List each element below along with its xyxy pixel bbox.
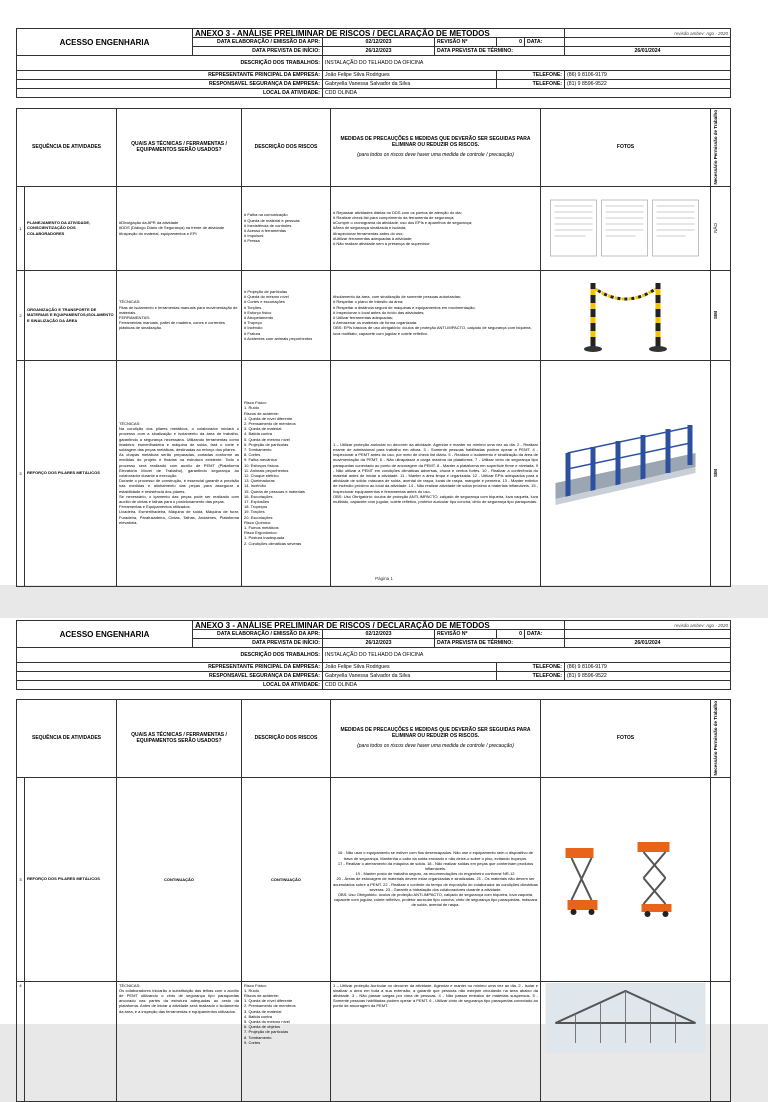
location-value: CDD OLINDA [323, 89, 731, 98]
document-title: ANEXO 3 - ANÁLISE PRELIMINAR DE RISCOS / DECLARAÇÃO DE METODOS [193, 29, 565, 38]
date-value: 02/12/2023 [323, 630, 435, 639]
company-name: ACESSO ENGENHARIA [17, 621, 193, 648]
risks-cell: # Falha na comunicação # Queda de material e pessoas # Inexistência de controles # Acesso a ferramentas # Impulsos # Pressa [242, 186, 331, 270]
col-header-seq: SEQUÊNCIA DE ATIVIDADES [17, 109, 117, 187]
techniques-cell: TÉCNICAS: Na condição dos pilares metálicos, o colaborador iniciará o processo com a sinalização e isolamento da área de trabalho, garantindo a segurança necessária. Utilizando ferramentas como lixadeira, esmerilhadeira e máquina de solda, fará o corte e soldagem das peças metálicas, destinadas ao reforço dos pilares. As chapas metálicas serão preparadas, cortadas conforme as medidas do projeto e fixadas na estrutura existente. Todo o processo será realizado com auxílio de PEMT (Plataforma Elevatória Móvel de Trabalho), garantindo segurança ao colaborador durante a execução. Durante o processo de construção, é essencial garantir a precisão nas medidas e alinhamento das peças para assegurar a estabilidade e resistência dos pilares. Se necessário, o içamento das peças pode ser realizado com auxílio de cintas e talhas para o posicionamento das peças. Ferramentas e Equipamentos utilizados: Lixadeira, Esmerilhadeira, Máquina de solda, Máquina de furar, Furadeira, Parafusadeira, Cintas, Talhas, Andaimes, Plataforma elevatória. [117, 360, 242, 586]
measures-cell: 1 – Utilizar proteção Auricular no decorrer da atividade. Agendar e manter no mínimo uma vez ao dia. 2 - Isolar e sinalizar a área em toda a sua extensão, a garantir que pessoas não estejam circulando na área abaixo da atividade. 3 - Não passar cargas por cima de pessoas. 4 - Não passar embaixo de materiais suspensos. 5 - Somente pessoas habilitadas podem operar a PEMT. 6 - Utilizar cinto de segurança tipo paraquedas conectado ao ponto de ancoragem da PEMT. [331, 981, 541, 1101]
revision-value: 0 [497, 630, 525, 639]
activity-cell [25, 981, 117, 1101]
col-header-techniques: QUAIS AS TÉCNICAS / FERRAMENTAS / EQUIPAMENTOS SERÃO USADOS? [117, 700, 242, 778]
row-number: 2 [17, 270, 25, 360]
risk-analysis-table [16, 108, 731, 587]
phone-label: TELEFONE: [497, 71, 565, 80]
col-header-measures: MEDIDAS DE PRECAUÇÕES E MEDIDAS QUE DEVERÃO SER SEGUIDAS PARA ELIMINAR OU REDUZIR OS RISCOS. (para todos os riscos deve haver uma medida de controle / precaução) [331, 700, 541, 778]
measures-cell: 1 – Utilizar proteção auricular no decorrer da atividade. Agendar e manter no mínimo uma vez ao dia. 2 - Realizar exame de admissional para trabalho em altura. 3 - Somente pessoas habilitadas podem operar a PEMT. 4 - Inspecionar a PEMT antes do uso, por meio de check list diário. 5 - Realizar o isolamento e sinalização da área de movimentação da PEMT. 6 - Não ultrapassar a carga máxima da plataforma. 7 - Utilizar cinto de segurança tipo paraquedas conectado ao ponto de ancoragem da PEMT. 8 - Manter a plataforma em superfície firme e nivelada. 9 - Não utilizar a PEMT em condições climáticas adversas, chuva e ventos fortes. 10 - Realizar a conferência do material antes de iniciar a atividade. 11 - Manter a área limpa e organizada. 12 - Utilizar EPIs adequados para a atividade de solda: máscara de solda, avental de raspa, luvas de raspa, mangote e perneira. 13 - Manter extintor de incêndio próximo ao local da atividade. 14 - Não realizar atividade de solda próximo a materiais inflamáveis. 15 - Inspecionar equipamentos e ferramentas antes do uso. OBS: Uso Obrigatório: óculos de proteção ANTI-IMPACTO, calçado de segurança com biqueira, luva vaqueta, luva multitato, capacete com jugular, colete refletivo, protetor auricular tipo concha, cinto de segurança tipo paraquedas. [331, 360, 541, 586]
photo-cell [541, 777, 711, 981]
planned-end-label: DATA PREVISTA DE TÉRMINO: [435, 639, 565, 648]
document-page-2 [0, 618, 768, 1045]
col-header-measures: MEDIDAS DE PRECAUÇÕES E MEDIDAS QUE DEVERÃO SER SEGUIDAS PARA ELIMINAR OU REDUZIR OS RISCOS. (para todos os riscos deve haver uma medida de controle / precaução) [331, 109, 541, 187]
activity-cell: ORGANIZAÇÃO E TRANSPORTE DE MATERIAIS E EQUIPAMENTOS;ISOLAMENTO E SINALIZAÇÃO DA ÁREA [25, 270, 117, 360]
photo-cell [541, 270, 711, 360]
page-footer: Página 1 [375, 576, 393, 581]
location-label: LOCAL DA ATIVIDADE: [17, 89, 323, 98]
data-value [565, 38, 731, 47]
row-number: 3 [17, 360, 25, 586]
col-header-photos: FOTOS [541, 109, 711, 187]
risks-cell: Risco Físico: 1. Ruído Riscos de acidente: 1. Queda de nível diferente 2. Prensamento de membros 3. Queda de material 4. Batida contra 5. Queda do mesmo nível 6. Queda de objetos 7. Projeção de partículas 8. Tombamento 9. Cortes [242, 981, 331, 1101]
measures-note: (para todos os riscos deve haver uma medida de controle / precaução) [357, 152, 514, 159]
risk-analysis-table [16, 699, 731, 1102]
photo-cell [541, 186, 711, 270]
date-label: DATA ELABORAÇÃO / EMISSÃO DA APR: [193, 38, 323, 47]
techniques-cell: TÉCNICAS: Fitas de isolamento e ferramentas manuais para movimentação de materiais. FERRAMENTAS: Ferramentas manuais, pallet de madeira, cones e correntes plásticas de sinalização. [117, 270, 242, 360]
row-number: 4 [17, 981, 25, 1101]
work-desc-label: DESCRIÇÃO DOS TRABALHOS: [17, 648, 323, 663]
planned-start-value: 26/12/2023 [323, 639, 435, 648]
risks-cell: # Projeção de partículas # Queda do mesmo nível # Cortes e escoriações # Torções # Esforço físico # Atropelamento # Tropeço # Incêndio # Fratura # Acidentes com animais peçonhentos [242, 270, 331, 360]
phone-value: (86) 9 8106-9179 [565, 71, 731, 80]
company-name: ACESSO ENGENHARIA [17, 29, 193, 56]
permit-cell: SIM [711, 360, 731, 586]
planned-end-label: DATA PREVISTA DE TÉRMINO: [435, 47, 565, 56]
phone-label: TELEFONE: [497, 663, 565, 672]
col-header-risks: DESCRIÇÃO DOS RISCOS [242, 109, 331, 187]
planned-start-label: DATA PREVISTA DE INÍCIO: [193, 639, 323, 648]
photo-cell [541, 981, 711, 1101]
col-header-photos: FOTOS [541, 700, 711, 778]
data-label: DATA: [525, 38, 565, 47]
safety-label: RESPONSAVEL SEGURANÇA DA EMPRESA: [17, 672, 323, 681]
document-header-table [16, 620, 731, 690]
risks-cell: Risco Físico: 1. Ruído Riscos de acidente: 1. Queda de nível diferente 2. Prensamento de membros 3. Queda de material 4. Batida contra 5. Queda de mesmo nível 6. Projeção de partículas 7. Tombamento 8. Cortes 9. Falha mecânica 10. Esforços físicos 11. Animais peçonhentos 12. Choque elétrico 13. Queimaduras 14. Incêndio 15. Queda de pessoas e materiais 16. Escoriações 17. Explosões 18. Tropeços 19. Torções 20. Escoriações Risco Químico: 1. Fumos metálicos Risco Ergonômico: 1. Postura inadequada 2. Condições climáticas severas [242, 360, 331, 586]
table-row [17, 777, 731, 981]
revision-note: revisão ambev: Ago - 2020 [565, 29, 731, 38]
data-value [565, 630, 731, 639]
photo-cell [541, 360, 711, 586]
phone-value: (86) 9 8106-9179 [565, 663, 731, 672]
table-row [17, 360, 731, 586]
pillars-photo [543, 423, 708, 523]
permit-cell: NÃO [711, 186, 731, 270]
techniques-cell: TÉCNICAS: Os colaboradores iniciarão a substituição das telhas com o auxílio de PEMT utilizando o cinto de segurança tipo paraquedas ancorado nas partes da estrutura adequadas ao cesto da plataforma. Antes de iniciar a atividade será realizado o isolamento da área, e a inspeção das ferramentas e equipamentos utilizados. [117, 981, 242, 1101]
row-number: 3 [17, 777, 25, 981]
documents-photo [543, 196, 708, 260]
roof-photo [543, 983, 708, 1053]
table-row [17, 186, 731, 270]
revision-label: REVISÃO Nº [435, 630, 497, 639]
work-desc-label: DESCRIÇÃO DOS TRABALHOS: [17, 56, 323, 71]
techniques-cell: CONTINUAÇÃO [117, 777, 242, 981]
work-desc-value: INSTALAÇÃO DO TELHADO DA OFICINA [323, 56, 731, 71]
table-row [17, 270, 731, 360]
activity-cell: PLANEJAMENTO DA ATIVIDADE, CONSCIENTIZAÇÃO DOS COLABORADORES [25, 186, 117, 270]
work-desc-value: INSTALAÇÃO DO TELHADO DA OFICINA [323, 648, 731, 663]
measures-cell: # Repassar atividades diárias no DDS com os pontos de atenção do dia; # Realizar check list para cumprimento da ferramenta de segurança; #Cumprir o cronograma da atividade, uso dos EPIs e aparelhos de segurança; #Área de segurança sinalizada e isolada; #Inspecionar ferramentas antes do uso; #Utilizar ferramentas adequadas à atividade; # Não realizar atividade sem a presença de supervisor. [331, 186, 541, 270]
document-title: ANEXO 3 - ANÁLISE PRELIMINAR DE RISCOS / DECLARAÇÃO DE METODOS [193, 621, 565, 630]
safety-label: RESPONSAVEL SEGURANÇA DA EMPRESA: [17, 80, 323, 89]
measures-cell: 16 - Não usar o equipamento se estiver com fios desencapados. Não use o equipamento sem o dispositivo de trava de segurança. Mantenha o cabo da solda enrolado e não deixe-o sobre o piso, evitando tropeços. 17 - Realizar o aterramento da máquina de solda. 18 - Não realizar soldas em peças que contenham produtos inflamáveis. 19 - Manter posto de trabalho seguro, as recomendações do engenheiro conforme NR-12. 20 - Áreas de estocagem de materiais devem estar organizadas e sinalizadas. 21 - Os materiais não devem ser acumulados sobre a PEMT. 22 - Realizar o controle do tempo de exposição do colaborador às condições climáticas severas. 23 - Garantir a hidratação dos colaboradores durante a atividade. OBS: Uso Obrigatório: óculos de proteção ANTI-IMPACTO, calçado de segurança com biqueira, luva vaqueta, capacete com jugular, colete refletivo, protetor auricular tipo concha, cinto de segurança tipo paraquedas, máscara de solda, avental de raspa. [331, 777, 541, 981]
techniques-cell: #Divulgação da APR da atividade #DDS (Diálogo Diário de Segurança) na frente de atividade #Inspeção do material, equipamentos e EPI [117, 186, 242, 270]
permit-cell [711, 777, 731, 981]
company-rep-label: REPRESENTANTE PRINCIPAL DA EMPRESA: [17, 71, 323, 80]
location-label: LOCAL DA ATIVIDADE: [17, 681, 323, 690]
document-header-table [16, 28, 731, 98]
col-header-seq: SEQUÊNCIA DE ATIVIDADES [17, 700, 117, 778]
revision-value: 0 [497, 38, 525, 47]
safety-value: Gabryella Vanessa Salvador da Silva [323, 672, 497, 681]
revision-label: REVISÃO Nº [435, 38, 497, 47]
activity-cell: REFORÇO DOS PILARES METÁLICOS [25, 360, 117, 586]
planned-start-label: DATA PREVISTA DE INÍCIO: [193, 47, 323, 56]
permit-cell: SIM [711, 270, 731, 360]
risks-cell: CONTINUAÇÃO [242, 777, 331, 981]
col-header-techniques: QUAIS AS TÉCNICAS / FERRAMENTAS / EQUIPAMENTOS SERÃO USADOS? [117, 109, 242, 187]
permit-cell [711, 981, 731, 1101]
planned-end-value: 26/01/2024 [565, 639, 731, 648]
barrier-photo [543, 275, 708, 355]
data-label: DATA: [525, 630, 565, 639]
date-value: 02/12/2023 [323, 38, 435, 47]
row-number: 1 [17, 186, 25, 270]
col-header-permit: Necessário Permissão de Trabalho [711, 700, 731, 778]
company-rep-value: João Felipe Silva Rodrigues [323, 663, 497, 672]
company-rep-label: REPRESENTANTE PRINCIPAL DA EMPRESA: [17, 663, 323, 672]
measures-cell: #Isolamento da área, com sinalização de somente pessoas autorizadas; # Respeitar o plano de trânsito da área; # Respeitar a distância segura de máquinas e equipamentos em movimentação; # Inspecionar o local antes do início das atividades; # Utilizar ferramentas adequadas; # Armazenar os materiais de forma organizada. OBS: EPIs básicos de uso obrigatório: óculos de proteção ANTI-IMPACTO, calçado de segurança com biqueira, luva multitato, capacete com jugular e colete refletivo. [331, 270, 541, 360]
phone-value: (81) 9 8596-9522 [565, 672, 731, 681]
table-row [17, 981, 731, 1101]
phone-label: TELEFONE: [497, 80, 565, 89]
col-header-risks: DESCRIÇÃO DOS RISCOS [242, 700, 331, 778]
phone-label: TELEFONE: [497, 672, 565, 681]
phone-value: (81) 9 8596-9522 [565, 80, 731, 89]
col-header-permit: Necessário Permissão de Trabalho [711, 109, 731, 187]
company-rep-value: João Felipe Silva Rodrigues [323, 71, 497, 80]
lifts-photo [543, 834, 708, 924]
activity-cell: REFORÇO DOS PILARES METÁLICOS [25, 777, 117, 981]
date-label: DATA ELABORAÇÃO / EMISSÃO DA APR: [193, 630, 323, 639]
planned-end-value: 26/01/2024 [565, 47, 731, 56]
revision-note: revisão ambev: Ago - 2020 [565, 621, 731, 630]
safety-value: Gabryella Vanessa Salvador da Silva [323, 80, 497, 89]
planned-start-value: 26/12/2023 [323, 47, 435, 56]
measures-note: (para todos os riscos deve haver uma medida de controle / precaução) [357, 743, 514, 750]
location-value: CDD OLINDA [323, 681, 731, 690]
